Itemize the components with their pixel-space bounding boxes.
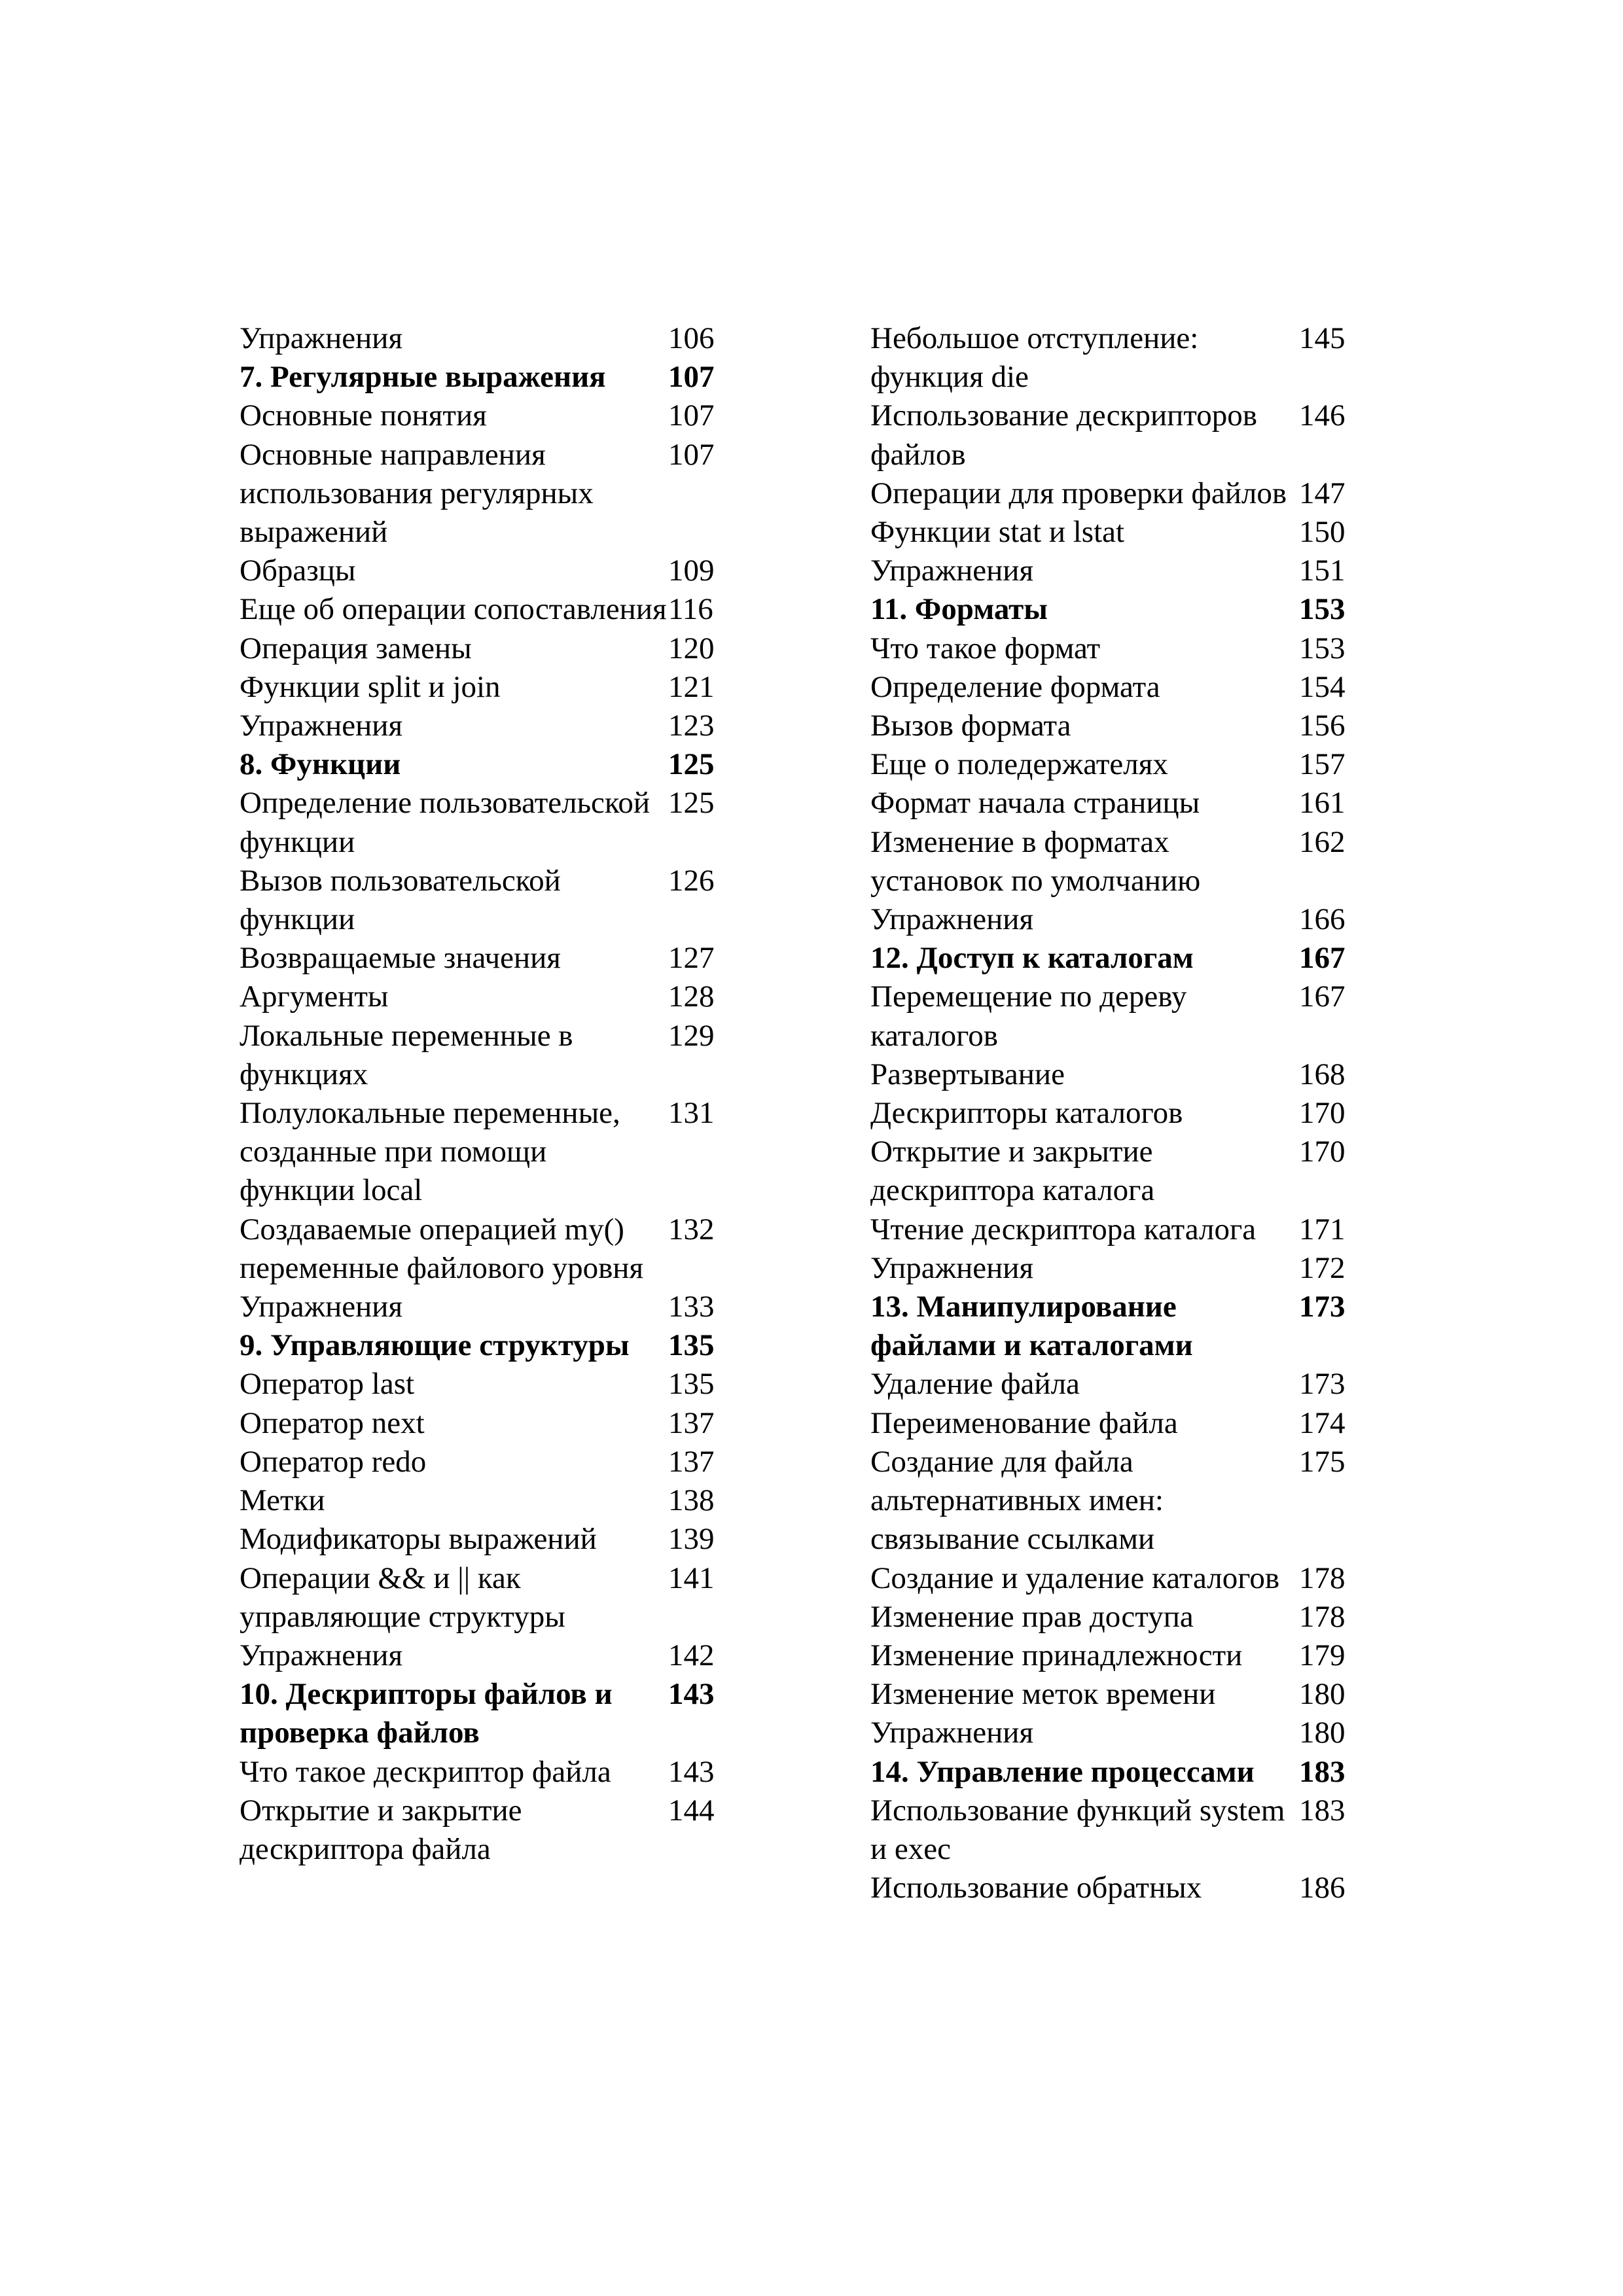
toc-entry [240, 1792, 737, 1869]
toc-entry-title: Возвращаемые значения [240, 941, 561, 976]
toc-entry-page: 174 [1299, 1405, 1346, 1440]
toc-entry-page: 156 [1299, 709, 1346, 743]
toc-entry-page: 139 [668, 1522, 715, 1557]
toc-entry [240, 978, 737, 1016]
toc-entry [870, 1133, 1368, 1210]
toc-entry-page: 121 [668, 669, 715, 704]
toc-entry [240, 397, 737, 435]
toc-entry-title: Что такое дескриптор файла [240, 1754, 611, 1789]
toc-entry [240, 629, 737, 668]
toc-entry [870, 1365, 1368, 1404]
toc-entry-page: 123 [668, 709, 715, 743]
toc-entry-page: 153 [1299, 631, 1346, 665]
toc-entry-page: 162 [1299, 824, 1346, 859]
toc-entry-page: 143 [668, 1677, 715, 1712]
toc-entry-title: Упражнения [870, 902, 1034, 937]
toc-entry [870, 590, 1368, 629]
toc-entry [870, 552, 1368, 590]
toc-entry-page: 168 [1299, 1057, 1346, 1091]
toc-entry-title: Что такое формат [870, 631, 1101, 665]
toc-entry [870, 397, 1368, 474]
toc-entry-title: 11. Форматы [870, 592, 1048, 627]
toc-entry-title: Метки [240, 1483, 325, 1518]
toc-entry [870, 1055, 1368, 1094]
toc-entry-title: 13. Манипулирование файлами и каталогами [870, 1290, 1193, 1363]
toc-entry-title: Определение формата [870, 669, 1160, 704]
toc-entry [240, 707, 737, 745]
toc-entry-page: 166 [1299, 902, 1346, 937]
toc-entry [870, 1210, 1368, 1249]
toc-entry-page: 137 [668, 1405, 715, 1440]
toc-entry-page: 146 [1299, 398, 1346, 433]
toc-entry [240, 1443, 737, 1481]
toc-entry-title: Вызов формата [870, 709, 1071, 743]
toc-entry-title: Операции && и || как управляющие структуры [240, 1561, 565, 1634]
toc-entry [870, 1675, 1368, 1714]
toc-entry [870, 784, 1368, 822]
toc-entry-title: Функции stat и lstat [870, 515, 1125, 550]
toc-entry-title: Определение пользовательской функции [240, 786, 651, 859]
toc-entry [870, 629, 1368, 668]
toc-entry-title: Создание для файла альтернативных имен: связывание ссылками [870, 1444, 1164, 1557]
toc-entry [870, 1753, 1368, 1792]
toc-entry [240, 939, 737, 978]
toc-entry-page: 153 [1299, 592, 1346, 627]
toc-entry-page: 151 [1299, 554, 1346, 588]
toc-entry-title: Изменение меток времени [870, 1677, 1216, 1712]
toc-entry-title: 10. Дескрипторы файлов и проверка файлов [240, 1677, 613, 1750]
toc-entry-page: 143 [668, 1754, 715, 1789]
toc-entry [240, 1636, 737, 1675]
toc-entry-page: 180 [1299, 1677, 1346, 1712]
toc-entry [870, 1792, 1368, 1869]
toc-entry-title: Основные понятия [240, 398, 487, 433]
toc-entry [240, 745, 737, 784]
toc-entry [240, 1520, 737, 1559]
toc-entry-page: 178 [1299, 1599, 1346, 1634]
toc-entry-page: 178 [1299, 1561, 1346, 1595]
toc-right-column [870, 319, 1368, 1907]
toc-entry-title: 14. Управление процессами [870, 1754, 1255, 1789]
toc-entry-title: Создание и удаление каталогов [870, 1561, 1280, 1595]
toc-entry-title: Еще о поледержателях [870, 747, 1168, 782]
toc-entry-title: Функции split и join [240, 669, 501, 704]
toc-entry-page: 180 [1299, 1716, 1346, 1750]
toc-entry [870, 939, 1368, 978]
toc-entry [870, 1249, 1368, 1288]
toc-entry-page: 141 [668, 1561, 715, 1595]
toc-entry-page: 135 [668, 1367, 715, 1402]
toc-entry-page: 127 [668, 941, 715, 976]
toc-entry-page: 132 [668, 1212, 715, 1246]
toc-entry-page: 109 [668, 554, 715, 588]
toc-entry [240, 1753, 737, 1792]
toc-entry [240, 668, 737, 707]
toc-entry-title: Изменение принадлежности [870, 1638, 1243, 1672]
toc-entry [240, 436, 737, 552]
toc-entry-page: 171 [1299, 1212, 1346, 1246]
toc-entry [240, 319, 737, 358]
toc-entry [240, 1288, 737, 1326]
toc-entry-page: 167 [1299, 941, 1346, 976]
toc-entry [870, 1094, 1368, 1133]
toc-entry-page: 170 [1299, 1096, 1346, 1131]
toc-entry-title: Упражнения [240, 321, 403, 355]
toc-entry [870, 1404, 1368, 1443]
toc-entry-page: 186 [1299, 1871, 1346, 1905]
toc-entry-title: 9. Управляющие структуры [240, 1328, 630, 1363]
toc-entry-page: 167 [1299, 980, 1346, 1014]
toc-entry-page: 129 [668, 1018, 715, 1053]
toc-entry-title: Развертывание [870, 1057, 1065, 1091]
toc-entry-title: Упражнения [240, 1290, 403, 1324]
toc-entry [870, 745, 1368, 784]
toc-entry [870, 1869, 1368, 1907]
toc-entry-title: Упражнения [870, 1250, 1034, 1285]
toc-entry-title: Полулокальные переменные, созданные при помощи функции local [240, 1096, 620, 1208]
toc-entry [870, 474, 1368, 513]
toc-entry [870, 1598, 1368, 1636]
toc-entry-page: 128 [668, 980, 715, 1014]
toc-entry-page: 172 [1299, 1250, 1346, 1285]
toc-entry-title: Удаление файла [870, 1367, 1080, 1402]
toc-entry-title: Еще об операции сопоставления [240, 592, 667, 627]
toc-entry-title: Вызов пользовательской функции [240, 863, 561, 937]
toc-entry-title: Аргументы [240, 980, 389, 1014]
toc-entry-page: 170 [1299, 1135, 1346, 1169]
toc-entry [240, 552, 737, 590]
toc-entry [240, 1017, 737, 1094]
toc-entry-title: Образцы [240, 554, 356, 588]
toc-entry-title: Упражнения [870, 554, 1034, 588]
toc-entry-page: 125 [668, 786, 715, 821]
toc-entry-page: 183 [1299, 1754, 1346, 1789]
toc-entry-page: 145 [1299, 321, 1346, 355]
toc-entry-page: 173 [1299, 1290, 1346, 1324]
toc-entry-title: Упражнения [240, 709, 403, 743]
toc-entry-title: Локальные переменные в функциях [240, 1018, 573, 1091]
toc-entry-title: Чтение дескриптора каталога [870, 1212, 1257, 1246]
toc-entry-page: 107 [668, 398, 715, 433]
toc-entry [240, 1326, 737, 1365]
toc-entry-title: Упражнения [870, 1716, 1034, 1750]
toc-entry [870, 978, 1368, 1055]
toc-entry [870, 1714, 1368, 1752]
toc-entry-title: Оператор last [240, 1367, 415, 1402]
toc-entry-title: Перемещение по дереву каталогов [870, 980, 1187, 1053]
toc-entry-page: 173 [1299, 1367, 1346, 1402]
toc-entry-page: 147 [1299, 476, 1346, 510]
toc-entry-page: 126 [668, 863, 715, 898]
toc-entry-page: 144 [668, 1793, 715, 1828]
toc-entry-title: 7. Регулярные выражения [240, 360, 606, 395]
toc-entry-title: Создаваемые операцией my() переменные файлового уровня [240, 1212, 644, 1285]
toc-entry [240, 1365, 737, 1404]
toc-entry-title: 8. Функции [240, 747, 401, 782]
toc-entry-page: 106 [668, 321, 715, 355]
toc-entry [240, 1404, 737, 1443]
toc-entry-page: 179 [1299, 1638, 1346, 1672]
toc-entry [240, 1481, 737, 1520]
toc-entry-title: Дескрипторы каталогов [870, 1096, 1183, 1131]
toc-left-column [240, 319, 737, 1869]
toc-entry-title: Изменение в форматах установок по умолчанию [870, 824, 1201, 898]
toc-entry [870, 823, 1368, 900]
toc-entry [870, 513, 1368, 552]
toc-entry [870, 707, 1368, 745]
toc-entry-title: 12. Доступ к каталогам [870, 941, 1194, 976]
toc-entry-page: 120 [668, 631, 715, 665]
toc-entry-title: Открытие и закрытие дескриптора каталога [870, 1135, 1155, 1208]
toc-entry-title: Открытие и закрытие дескриптора файла [240, 1793, 522, 1866]
toc-entry [240, 358, 737, 397]
toc-entry-page: 183 [1299, 1793, 1346, 1828]
toc-entry [240, 862, 737, 939]
toc-entry-title: Использование функций system и exec [870, 1793, 1285, 1866]
toc-entry-title: Оператор next [240, 1405, 425, 1440]
toc-entry [870, 1636, 1368, 1675]
toc-entry [240, 1559, 737, 1636]
toc-entry-title: Основные направления использования регулярных выражений [240, 437, 594, 550]
toc-entry-page: 154 [1299, 669, 1346, 704]
toc-entry [240, 784, 737, 861]
toc-entry-title: Упражнения [240, 1638, 403, 1672]
toc-entry-title: Оператор redo [240, 1444, 427, 1479]
toc-entry [870, 1443, 1368, 1559]
toc-entry-title: Операции для проверки файлов [870, 476, 1287, 510]
toc-entry-page: 161 [1299, 786, 1346, 821]
toc-entry [240, 1210, 737, 1288]
toc-entry-title: Использование обратных [870, 1871, 1202, 1905]
toc-entry-page: 157 [1299, 747, 1346, 782]
toc-entry-page: 150 [1299, 515, 1346, 550]
toc-entry-page: 142 [668, 1638, 715, 1672]
toc-entry-title: Изменение прав доступа [870, 1599, 1194, 1634]
toc-entry-page: 138 [668, 1483, 715, 1518]
toc-entry-page: 131 [668, 1096, 715, 1131]
toc-entry-title: Использование дескрипторов файлов [870, 398, 1257, 472]
toc-entry [870, 1559, 1368, 1598]
toc-entry-page: 116 [668, 592, 713, 627]
toc-entry-title: Переименование файла [870, 1405, 1178, 1440]
toc-entry-title: Формат начала страницы [870, 786, 1200, 821]
toc-entry-page: 175 [1299, 1444, 1346, 1479]
toc-entry-title: Модификаторы выражений [240, 1522, 597, 1557]
toc-entry-page: 133 [668, 1290, 715, 1324]
toc-entry-page: 137 [668, 1444, 715, 1479]
toc-entry [870, 319, 1368, 397]
toc-entry [870, 668, 1368, 707]
toc-entry [870, 1288, 1368, 1365]
toc-entry [240, 590, 737, 629]
toc-entry-page: 135 [668, 1328, 715, 1363]
toc-entry [240, 1094, 737, 1210]
toc-entry [240, 1675, 737, 1752]
toc-entry-page: 107 [668, 360, 715, 395]
toc-entry [870, 900, 1368, 939]
toc-entry-page: 107 [668, 437, 715, 472]
toc-entry-page: 125 [668, 747, 715, 782]
toc-entry-title: Операция замены [240, 631, 472, 665]
toc-entry-title: Небольшое отступление: функция die [870, 321, 1199, 395]
